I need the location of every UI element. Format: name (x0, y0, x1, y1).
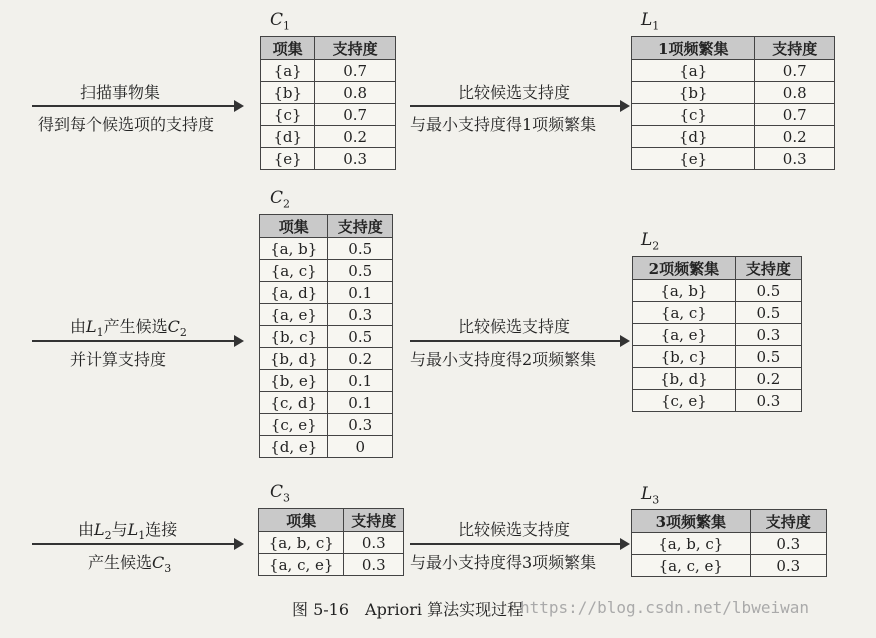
arrow-3 (32, 340, 242, 342)
step1-top-text: 扫描事物集 (80, 83, 161, 102)
itemset-cell: {b, e} (260, 370, 328, 392)
table-row (261, 82, 396, 104)
itemset-cell: {a, e} (260, 304, 328, 326)
header-itemset: 3项频繁集 (632, 510, 751, 533)
itemset-cell: {c, e} (633, 390, 736, 412)
table-row (259, 554, 404, 576)
l1-label: $L_1$ (641, 10, 660, 33)
table-row (260, 282, 393, 304)
step5-bottom-text: 产生候选$C_3$ (88, 553, 172, 576)
itemset-cell: {a, c, e} (632, 555, 751, 577)
itemset-cell: {d, e} (260, 436, 328, 458)
support-cell: 0.5 (328, 238, 393, 260)
l1-table (631, 36, 835, 170)
itemset-cell: {a, b} (633, 280, 736, 302)
itemset-cell: {e} (632, 148, 755, 170)
itemset-cell: {a, b} (260, 238, 328, 260)
itemset-cell: {a, e} (633, 324, 736, 346)
itemset-cell: {a} (261, 60, 315, 82)
support-cell: 0.3 (755, 148, 835, 170)
table-row (260, 414, 393, 436)
header-support: 支持度 (735, 257, 801, 280)
itemset-cell: {e} (261, 148, 315, 170)
header-itemset: 项集 (261, 37, 315, 60)
itemset-cell: {b} (261, 82, 315, 104)
table-header-row (259, 509, 404, 532)
table-row (632, 148, 835, 170)
support-cell: 0.1 (328, 282, 393, 304)
table-row (260, 238, 393, 260)
table-row (261, 60, 396, 82)
step6-bottom-text: 与最小支持度得3项频繁集 (410, 553, 597, 572)
figure-caption: 图 5-16 Apriori 算法实现过程 (292, 600, 524, 619)
table-row (632, 82, 835, 104)
table-row (260, 260, 393, 282)
header-support: 支持度 (344, 509, 404, 532)
support-cell: 0.3 (328, 414, 393, 436)
step4-bottom-text: 与最小支持度得2项频繁集 (410, 350, 597, 369)
header-itemset: 项集 (259, 509, 344, 532)
support-cell: 0.3 (315, 148, 396, 170)
table-row (633, 390, 802, 412)
step3-bottom-text: 并计算支持度 (70, 350, 167, 369)
step4-top-text: 比较候选支持度 (458, 317, 571, 336)
table-row (261, 104, 396, 126)
support-cell: 0.5 (328, 260, 393, 282)
itemset-cell: {c} (632, 104, 755, 126)
step2-top-text: 比较候选支持度 (458, 83, 571, 102)
header-itemset: 项集 (260, 215, 328, 238)
itemset-cell: {c} (261, 104, 315, 126)
table-row (632, 126, 835, 148)
support-cell: 0.5 (328, 326, 393, 348)
support-cell: 0.7 (755, 104, 835, 126)
support-cell: 0.3 (344, 532, 404, 554)
table-row (260, 348, 393, 370)
table-row (633, 324, 802, 346)
arrow-4 (410, 340, 628, 342)
header-support: 支持度 (315, 37, 396, 60)
l2-table (632, 256, 802, 412)
itemset-cell: {a} (632, 60, 755, 82)
support-cell: 0.3 (344, 554, 404, 576)
support-cell: 0.8 (315, 82, 396, 104)
header-itemset: 1项频繁集 (632, 37, 755, 60)
table-row (632, 555, 827, 577)
support-cell: 0.3 (750, 533, 826, 555)
table-header-row (632, 37, 835, 60)
step3-top-text: 由$L_1$产生候选$C_2$ (70, 317, 187, 340)
c3-label: $C_3$ (270, 482, 291, 505)
support-cell: 0.3 (750, 555, 826, 577)
l3-table (631, 509, 827, 577)
c2-label: $C_2$ (270, 188, 291, 211)
table-row (633, 302, 802, 324)
itemset-cell: {b, c} (633, 346, 736, 368)
arrow-2 (410, 105, 628, 107)
itemset-cell: {a, c, e} (259, 554, 344, 576)
itemset-cell: {a, c} (260, 260, 328, 282)
table-row (261, 126, 396, 148)
table-row (260, 392, 393, 414)
header-support: 支持度 (328, 215, 393, 238)
arrow-5 (32, 543, 242, 545)
header-support: 支持度 (750, 510, 826, 533)
watermark: https://blog.csdn.net/lbweiwan (520, 598, 809, 617)
table-row (259, 532, 404, 554)
support-cell: 0.5 (735, 302, 801, 324)
support-cell: 0.2 (755, 126, 835, 148)
table-header-row (633, 257, 802, 280)
arrow-1 (32, 105, 242, 107)
header-support: 支持度 (755, 37, 835, 60)
table-row (632, 60, 835, 82)
itemset-cell: {b, d} (260, 348, 328, 370)
l2-label: $L_2$ (641, 230, 660, 253)
support-cell: 0.5 (735, 280, 801, 302)
step5-top-text: 由$L_2$与$L_1$连接 (78, 520, 178, 543)
table-row (632, 104, 835, 126)
itemset-cell: {a, b, c} (259, 532, 344, 554)
support-cell: 0.2 (315, 126, 396, 148)
c3-table (258, 508, 404, 576)
support-cell: 0.1 (328, 370, 393, 392)
table-row (633, 368, 802, 390)
support-cell: 0.7 (315, 60, 396, 82)
arrow-6 (410, 543, 628, 545)
c2-table (259, 214, 393, 458)
header-itemset: 2项频繁集 (633, 257, 736, 280)
support-cell: 0.2 (735, 368, 801, 390)
c1-label: $C_1$ (270, 10, 291, 33)
support-cell: 0.2 (328, 348, 393, 370)
itemset-cell: {b, d} (633, 368, 736, 390)
itemset-cell: {c, e} (260, 414, 328, 436)
step1-bottom-text: 得到每个候选项的支持度 (38, 115, 215, 134)
support-cell: 0.1 (328, 392, 393, 414)
itemset-cell: {c, d} (260, 392, 328, 414)
itemset-cell: {b, c} (260, 326, 328, 348)
support-cell: 0.5 (735, 346, 801, 368)
table-header-row (260, 215, 393, 238)
itemset-cell: {d} (261, 126, 315, 148)
table-header-row (632, 510, 827, 533)
table-row (260, 436, 393, 458)
itemset-cell: {a, c} (633, 302, 736, 324)
step2-bottom-text: 与最小支持度得1项频繁集 (410, 115, 597, 134)
table-row (260, 304, 393, 326)
itemset-cell: {a, b, c} (632, 533, 751, 555)
table-row (261, 148, 396, 170)
step6-top-text: 比较候选支持度 (458, 520, 571, 539)
support-cell: 0.7 (755, 60, 835, 82)
support-cell: 0.3 (735, 324, 801, 346)
table-row (633, 280, 802, 302)
l3-label: $L_3$ (641, 484, 660, 507)
support-cell: 0.3 (735, 390, 801, 412)
table-row (260, 370, 393, 392)
support-cell: 0 (328, 436, 393, 458)
c1-table (260, 36, 396, 170)
itemset-cell: {d} (632, 126, 755, 148)
itemset-cell: {a, d} (260, 282, 328, 304)
support-cell: 0.8 (755, 82, 835, 104)
support-cell: 0.7 (315, 104, 396, 126)
table-row (260, 326, 393, 348)
table-row (633, 346, 802, 368)
itemset-cell: {b} (632, 82, 755, 104)
table-header-row (261, 37, 396, 60)
table-row (632, 533, 827, 555)
support-cell: 0.3 (328, 304, 393, 326)
